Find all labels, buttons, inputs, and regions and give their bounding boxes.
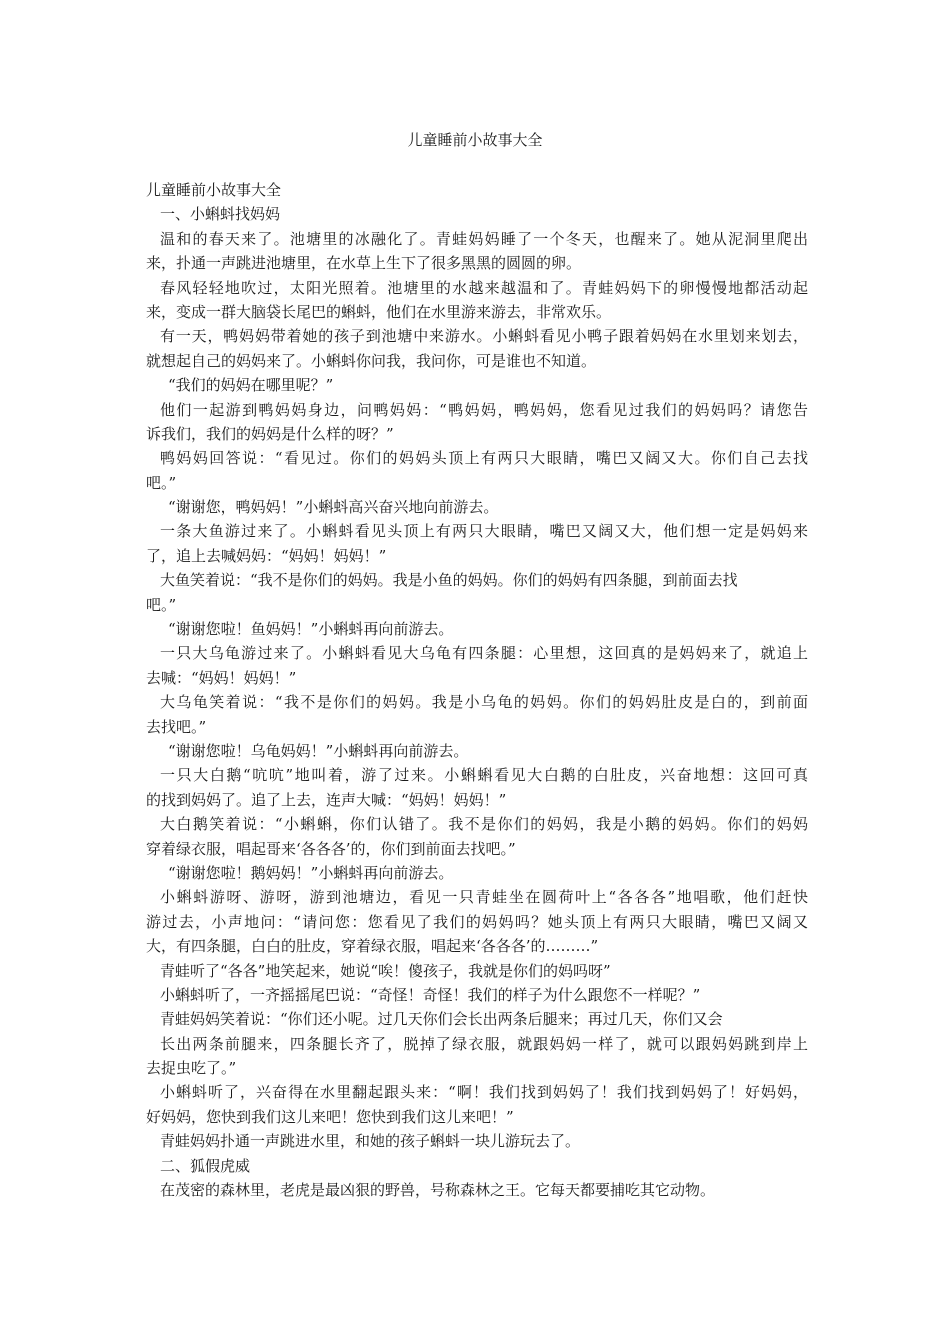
paragraph-line: 就想起自己的妈妈来了。小蝌蚪你问我，我问你，可是谁也不知道。 [146,351,597,370]
paragraph-line: 春风轻轻地吹过，太阳光照着。池塘里的水越来越温和了。青蛙妈妈下的卵慢慢地都活动起 [160,278,808,297]
paragraph-line: 诉我们，我们的妈妈是什么样的呀？” [146,424,394,443]
paragraph-line: 大，有四条腿，白白的肚皮，穿着绿衣服，唱起来‘各各各’的………” [146,937,599,956]
paragraph-line: “我们的妈妈在哪里呢？” [168,376,334,395]
paragraph-line: 一条大鱼游过来了。小蝌蚪看见头顶上有两只大眼睛，嘴巴又阔又大，他们想一定是妈妈来 [160,522,808,541]
document-body [146,178,808,1202]
paragraph-line: 吧。” [146,595,177,614]
paragraph-line: 去捉虫吃了。” [146,1059,237,1078]
paragraph-line: 青蛙妈妈扑通一声跳进水里，和她的孩子蝌蚪一块儿游玩去了。 [160,1132,581,1151]
document-heading: 儿童睡前小故事大全 [146,181,282,199]
paragraph-line: 青蛙听了“各各”地笑起来，她说“唉！傻孩子，我就是你们的妈吗呀” [160,961,611,980]
paragraph-line: 小蝌蚪游呀、游呀，游到池塘边，看见一只青蛙坐在圆荷叶上“各各各”地唱歌，他们赶快 [160,888,808,907]
paragraph-line: “谢谢您啦！乌龟妈妈！”小蝌蚪再向前游去。 [168,741,469,760]
paragraph-line: 大乌龟笑着说：“我不是你们的妈妈。我是小乌龟的妈妈。你们的妈妈肚皮是白的，到前面 [160,693,808,712]
paragraph-line: “谢谢您啦！鱼妈妈！”小蝌蚪再向前游去。 [168,620,454,639]
paragraph-line: 小蝌蚪听了，兴奋得在水里翻起跟头来：“啊！我们找到妈妈了！我们找到妈妈了！好妈妈， [160,1083,808,1102]
paragraph-line: 大鱼笑着说：“我不是你们的妈妈。我是小鱼的妈妈。你们的妈妈有四条腿，到前面去找 [160,571,738,590]
paragraph-line: 一、小蝌蚪找妈妈 [160,205,281,224]
paragraph-line: 了，追上去喊妈妈：“妈妈！妈妈！” [146,546,387,565]
paragraph-line: 来，变成一群大脑袋长尾巴的蝌蚪，他们在水里游来游去，非常欢乐。 [146,302,612,321]
paragraph-line: 一只大白鹅“吭吭”地叫着，游了过来。小蝌蝌看见大白鹅的白肚皮，兴奋地想：这回可真 [160,766,808,785]
paragraph-line: 游过去，小声地问：“请问您：您看见了我们的妈妈吗？她头顶上有两只大眼睛，嘴巴又阔又 [146,912,808,931]
paragraph-line: 去喊：“妈妈！妈妈！” [146,668,297,687]
paragraph-line: 来，扑通一声跳进池塘里，在水草上生下了很多黑黑的圆圆的卵。 [146,254,582,273]
paragraph-line: 有一天，鸭妈妈带着她的孩子到池塘中来游水。小蝌蚪看见小鸭子跟着妈妈在水里划来划去， [160,327,808,346]
paragraph-line: 小蝌蚪听了，一齐摇摇尾巴说：“奇怪！奇怪！我们的样子为什么跟您不一样呢？” [160,985,701,1004]
paragraph-line: 的找到妈妈了。追了上去，连声大喊：“妈妈！妈妈！” [146,790,507,809]
paragraph-line: 长出两条前腿来，四条腿长齐了，脱掉了绿衣服，就跟妈妈一样了，就可以跟妈妈跳到岸上 [160,1034,808,1053]
paragraph-line: 穿着绿衣服，唱起哥来‘各各各’的，你们到前面去找吧。” [146,839,516,858]
paragraph-line: 吧。” [146,473,177,492]
paragraph-line: 一只大乌龟游过来了。小蝌蚪看见大乌龟有四条腿：心里想，这回真的是妈妈来了，就追上 [160,644,808,663]
paragraph-line: 他们一起游到鸭妈妈身边，问鸭妈妈：“鸭妈妈，鸭妈妈，您看见过我们的妈妈吗？请您告 [160,400,808,419]
paragraph-line: 青蛙妈妈笑着说：“你们还小呢。过几天你们会长出两条后腿来；再过几天，你们又会 [160,1010,723,1029]
page-title: 儿童睡前小故事大全 [407,131,543,149]
paragraph-line: 温和的春天来了。池塘里的冰融化了。青蛙妈妈睡了一个冬天，也醒来了。她从泥洞里爬出 [160,229,808,248]
paragraph-line: 二、狐假虎威 [160,1156,251,1175]
paragraph-line: “谢谢您啦！鹅妈妈！”小蝌蚪再向前游去。 [168,863,454,882]
paragraph-line: “谢谢您，鸭妈妈！”小蝌蚪高兴奋兴地向前游去。 [168,498,499,517]
paragraph-line: 鸭妈妈回答说：“看见过。你们的妈妈头顶上有两只大眼睛，嘴巴又阔又大。你们自己去找 [160,449,808,468]
paragraph-line: 大白鹅笑着说：“小蝌蝌，你们认错了。我不是你们的妈妈，我是小鹅的妈妈。你们的妈妈 [160,815,808,834]
paragraph-line: 好妈妈，您快到我们这儿来吧！您快到我们这儿来吧！” [146,1107,514,1126]
paragraph-line: 在茂密的森林里，老虎是最凶狠的野兽，号称森林之王。它每天都要捕吃其它动物。 [160,1181,716,1200]
paragraph-line: 去找吧。” [146,717,207,736]
